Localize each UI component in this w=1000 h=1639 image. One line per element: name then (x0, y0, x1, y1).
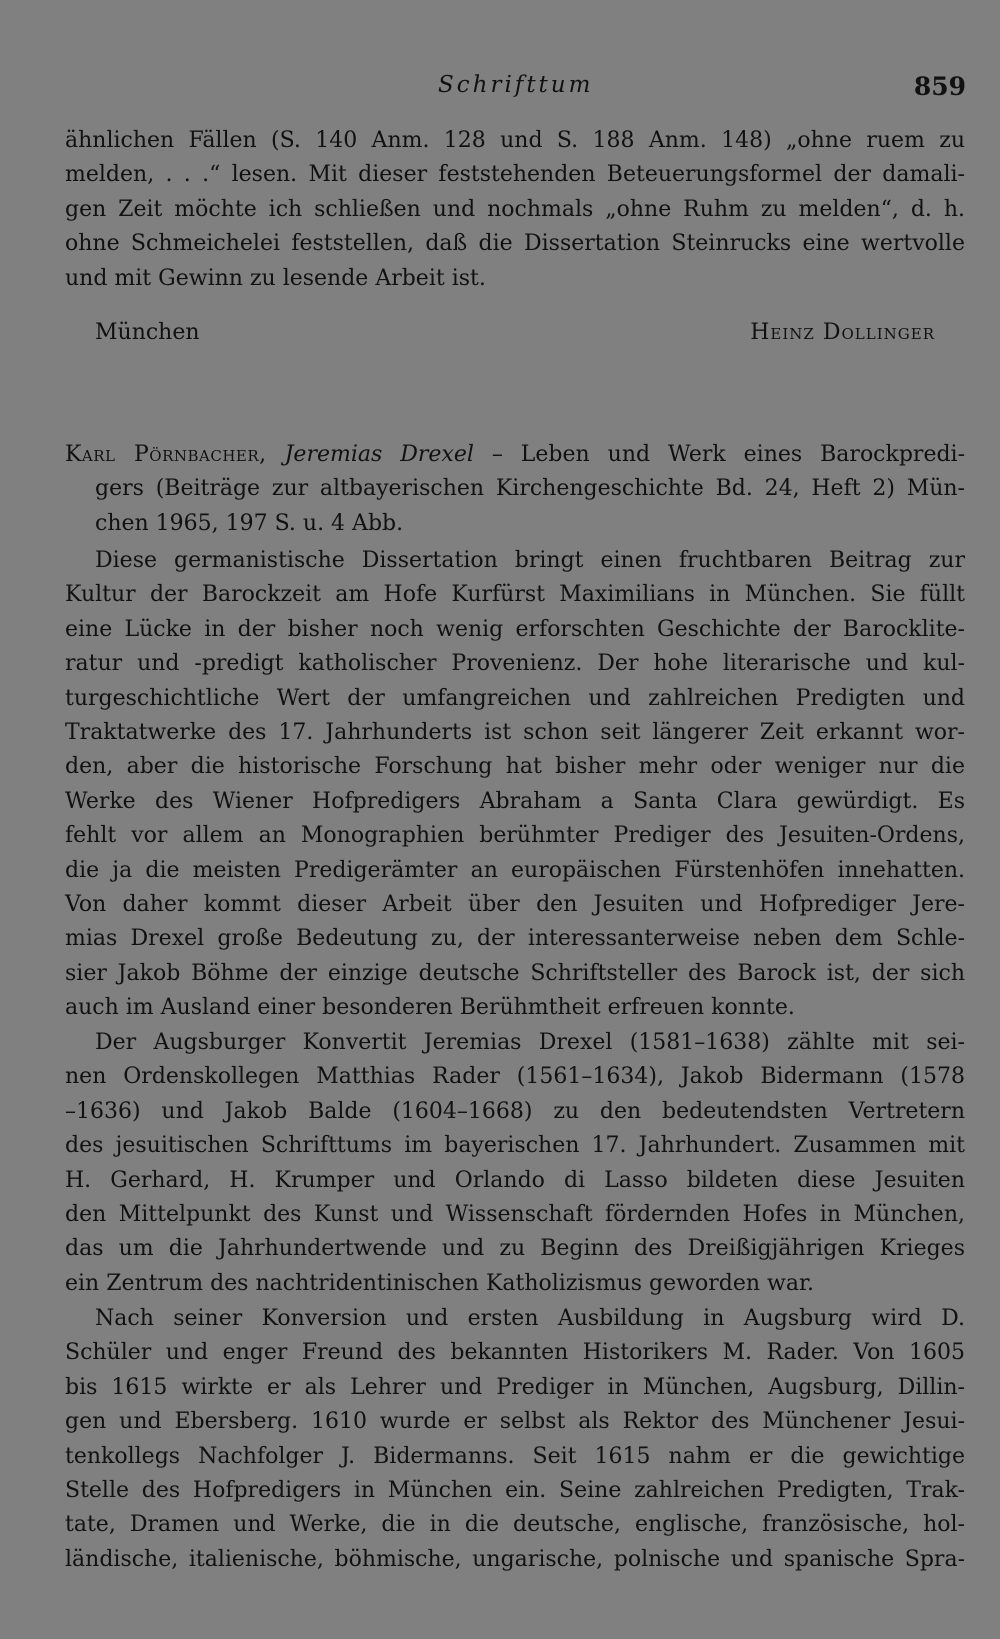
text-line: Von daher kommt dieser Arbeit über den Jesuiten und Hofprediger Jere- (65, 891, 965, 917)
signature-author: Heinz Dollinger (750, 320, 935, 345)
text-line: melden, . . .“ lesen. Mit dieser feststehenden Beteuerungsformel der damali- (65, 162, 965, 188)
text-line: ländische, italienische, böhmische, ungarische, polnische und spanische Spra- (65, 1546, 965, 1572)
text-line: Kultur der Barockzeit am Hofe Kurfürst Maximilians in München. Sie füllt (65, 582, 965, 608)
text-line: Der Augsburger Konvertit Jeremias Drexel (1581–1638) zählte mit sei- (95, 1030, 965, 1055)
text-line: Werke des Wiener Hofpredigers Abraham a Santa Clara gewürdigt. Es (65, 788, 965, 814)
text-line: turgeschichtliche Wert der umfangreichen und zahlreichen Predigten und (65, 685, 965, 711)
text-line: Stelle des Hofpredigers in München ein. Seine zahlreichen Predigten, Trak- (65, 1477, 965, 1503)
text-line: ähnlichen Fällen (S. 140 Anm. 128 und S. 188 Anm. 148) „ohne ruem zu (65, 128, 965, 153)
text-line: –1636) und Jakob Balde (1604–1668) zu den bedeutendsten Vertretern (65, 1098, 965, 1124)
text-line: sier Jakob Böhme der einzige deutsche Schriftsteller des Barock ist, der sich (65, 960, 965, 986)
page-number: 859 (913, 72, 966, 101)
citation-title: Jeremias Drexel (284, 442, 474, 467)
text-line: das um die Jahrhundertwende und zu Beginn des Dreißigjährigen Krieges (65, 1236, 965, 1262)
text-line: mias Drexel große Bedeutung zu, der interessanterweise neben dem Schle- (65, 926, 965, 952)
review2-paragraph-2 (65, 1026, 965, 1301)
signature-city: München (95, 320, 200, 345)
text-line: tate, Dramen und Werke, die in die deutsche, englische, französische, hol- (65, 1512, 965, 1538)
text-line: Diese germanistische Dissertation bringt einen fruchtbaren Beitrag zur (95, 548, 965, 573)
text-line: den, aber die historische Forschung hat bisher mehr oder weniger nur die (65, 754, 965, 780)
citation-subtitle: – Leben und Werk eines Barockpredi- (473, 442, 966, 467)
text-line: die ja die meisten Predigerämter an europäischen Fürstenhöfen innehatten. (65, 857, 965, 883)
text-line: Traktatwerke des 17. Jahrhunderts ist schon seit längerer Zeit erkannt wor- (65, 719, 965, 745)
review2-citation (65, 438, 965, 541)
text-line: nen Ordenskollegen Matthias Rader (1561–1634), Jakob Bidermann (1578 (65, 1064, 965, 1090)
text-line: Nach seiner Konversion und ersten Ausbildung in Augsburg wird D. (95, 1306, 965, 1331)
review1-closing-paragraph (65, 124, 965, 296)
text-line: ein Zentrum des nachtridentinischen Katholizismus geworden war. (65, 1270, 815, 1296)
review2-paragraph-3 (65, 1302, 965, 1577)
text-line: und mit Gewinn zu lesende Arbeit ist. (65, 265, 486, 291)
running-title: Schrifttum (438, 72, 594, 98)
text-line: ohne Schmeichelei feststellen, daß die Dissertation Steinrucks eine wertvolle (65, 231, 965, 257)
text-line: Schüler und enger Freund des bekannten Historikers M. Rader. Von 1605 (65, 1340, 965, 1366)
citation-line: gers (Beiträge zur altbayerischen Kirchengeschichte Bd. 24, Heft 2) Mün- (95, 476, 965, 502)
text-line: tenkollegs Nachfolger J. Bidermanns. Seit 1615 nahm er die gewichtige (65, 1443, 965, 1469)
text-line: eine Lücke in der bisher noch wenig erforschten Geschichte der Barocklite- (65, 616, 965, 642)
text-line: des jesuitischen Schrifttums im bayerischen 17. Jahrhundert. Zusammen mit (65, 1133, 965, 1159)
citation-line (65, 438, 965, 472)
text-line: bis 1615 wirkte er als Lehrer und Prediger in München, Augsburg, Dillin- (65, 1374, 965, 1400)
citation-author: Karl Pörnbacher, (65, 442, 267, 467)
text-line: auch im Ausland einer besonderen Berühmtheit erfreuen konnte. (65, 995, 795, 1021)
text-line: gen Zeit möchte ich schließen und nochmals „ohne Ruhm zu melden“, d. h. (65, 196, 965, 222)
text-line: gen und Ebersberg. 1610 wurde er selbst als Rektor des Münchener Jesui- (65, 1409, 965, 1435)
running-head (0, 72, 1000, 106)
text-line: den Mittelpunkt des Kunst und Wissenschaft fördernden Hofes in München, (65, 1201, 965, 1227)
text-line: H. Gerhard, H. Krumper und Orlando di Lasso bildeten diese Jesuiten (65, 1167, 965, 1193)
text-line: fehlt vor allem an Monographien berühmter Prediger des Jesuiten-Ordens, (65, 823, 965, 849)
review1-signature (95, 320, 935, 354)
citation-line: chen 1965, 197 S. u. 4 Abb. (95, 510, 404, 536)
review2-paragraph-1 (65, 544, 965, 1025)
text-line: ratur und -predigt katholischer Provenienz. Der hohe literarische und kul- (65, 651, 965, 677)
